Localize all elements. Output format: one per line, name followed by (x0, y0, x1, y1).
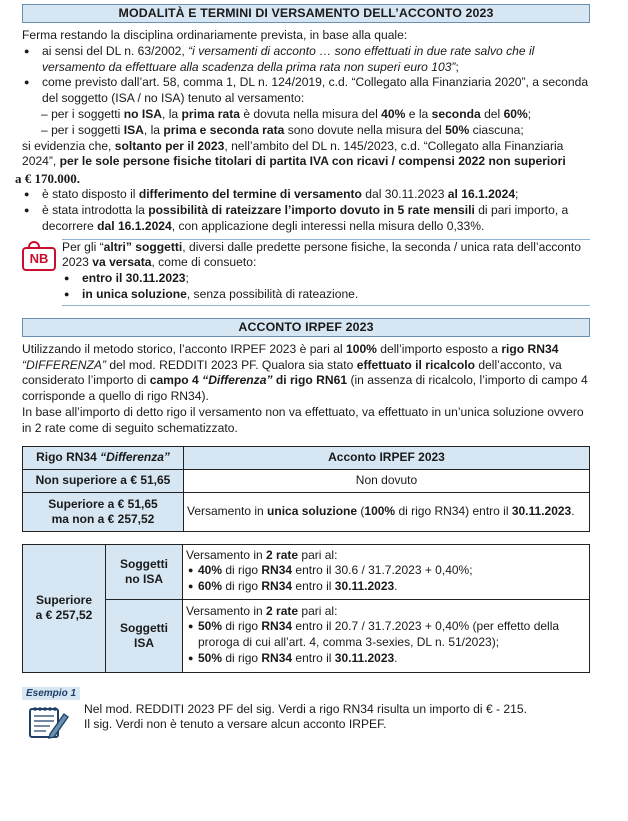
col-header-acconto: Acconto IRPEF 2023 (184, 446, 590, 469)
rate-list-no-isa (186, 563, 586, 595)
bold-fragment: 50% (198, 619, 223, 634)
bold-fragment: prima e seconda rata (163, 122, 285, 137)
nb-text (62, 239, 590, 306)
text-fragment: del mod. REDDITI 2023 PF. Qualora sia stato (105, 357, 357, 372)
section2-body (22, 342, 590, 437)
row-value-non-dovuto: Non dovuto (184, 469, 590, 492)
text-fragment: di rigo RN34) entro il (395, 504, 512, 519)
text-fragment: sono dovute nella misura del (284, 122, 446, 137)
section1-body (15, 28, 590, 235)
bold-fragment: 60% (198, 579, 223, 594)
text-fragment: Soggetti (120, 556, 168, 571)
rate-item (186, 651, 586, 667)
bold-fragment: 100% (364, 504, 396, 519)
bold-fragment: per le sole persone fisiche titolari di partita IVA con ricavi / compensi 2022 non superiori (59, 154, 566, 169)
text-fragment: ; (527, 106, 532, 121)
bold-fragment: di rigo RN61 (272, 373, 348, 388)
row-label-superiore-257 (23, 544, 106, 672)
text-fragment: e la (405, 106, 432, 121)
text-fragment: come previsto dall’art. 58, comma 1, DL n. 124/2019, c.d. “Collegato alla Finanziaria 2020”, a seconda del soggetto (ISA / no ISA) tenuto al versamento: (42, 75, 589, 106)
text-fragment: . (394, 579, 398, 594)
bold-fragment: in unica soluzione (82, 286, 187, 301)
bold-fragment: 50% (445, 122, 470, 137)
text-fragment: Soggetti (120, 620, 168, 635)
text-fragment: Utilizzando il metodo storico, l’acconto IRPEF 2023 è pari al (22, 341, 346, 356)
text-fragment: di rigo (222, 579, 262, 594)
row-label-superiore-51 (23, 492, 184, 531)
bold-fragment: dal 16.1.2024 (97, 218, 172, 233)
bold-fragment: 50% (198, 650, 223, 665)
text-fragment: – per i soggetti (41, 106, 124, 121)
text-fragment: . (571, 504, 575, 519)
nb-icon: NB (22, 247, 56, 271)
text-fragment: Versamento in (186, 548, 267, 563)
text-fragment: Versamento in (186, 604, 267, 619)
bold-fragment: 100% (346, 341, 377, 356)
text-fragment: pari al: (298, 604, 338, 619)
text-fragment: di rigo (222, 619, 262, 634)
table-row (23, 599, 590, 672)
text-fragment: a € 257,52 (35, 608, 93, 623)
bold-fragment: entro il 30.11.2023 (82, 271, 186, 286)
text-fragment: – per i soggetti (41, 122, 124, 137)
nb-paragraph (62, 240, 590, 272)
text-fragment: Versamento in (187, 504, 268, 519)
bullet-list-2 (22, 187, 590, 234)
table-thresholds (22, 446, 590, 532)
example-box (22, 687, 590, 734)
rate-no-isa (183, 544, 590, 599)
text-fragment: Superiore a € 51,65 (48, 496, 158, 511)
text-fragment: dell’acconto, va considerato l’importo di (22, 357, 562, 388)
bold-fragment: possibilità di rateizzare l’importo dovuto in 5 rate mensili (148, 202, 475, 217)
bold-fragment: RN34 (261, 563, 293, 578)
text-fragment: si evidenzia che, (22, 138, 115, 153)
bold-fragment: 30.11.2023 (334, 579, 395, 594)
text-line (186, 548, 586, 563)
notepad-pencil-icon (28, 704, 70, 740)
nb-bullets (62, 271, 590, 303)
text-fragment: entro il 30.6 / 31.7.2023 + 0,40%; (292, 563, 473, 578)
text-fragment: entro il 20.7 / 31.7.2023 + 0,40% (per effetto della proroga di cui all’art. 4, comma 3-sexies, DL n. 51/2023); (198, 619, 560, 650)
nb-note (22, 239, 590, 306)
rate-item (186, 579, 586, 595)
bold-fragment (202, 373, 272, 387)
bold-fragment: 40% (198, 563, 223, 578)
rate-item (186, 619, 586, 651)
nb-bullet-unica (62, 287, 590, 303)
example-line-2: Il sig. Verdi non è tenuto a versare alcun acconto IRPEF. (84, 717, 387, 732)
bold-fragment: al 16.1.2024 (447, 187, 516, 202)
text-fragment: , la (162, 106, 182, 121)
dash-no-isa (22, 107, 590, 123)
dash-isa (22, 123, 590, 139)
text-fragment: , senza possibilità di rateazione. (186, 286, 359, 301)
bold-fragment: effettuato il ricalcolo (356, 357, 475, 372)
text-fragment: , nell’ambito del DL n. 145/2023, c.d. “Collegato alla Finanziaria 2024”, (22, 138, 564, 169)
text-fragment: del (480, 106, 504, 121)
text-fragment: . (394, 650, 398, 665)
text-fragment: ; (455, 59, 459, 74)
text-fragment: di rigo (222, 563, 262, 578)
section-title-modalita: MODALITÀ E TERMINI DI VERSAMENTO DELL’ACCONTO 2023 (22, 4, 590, 23)
table-row (23, 469, 590, 492)
rate-isa (183, 599, 590, 672)
metodo-storico-text (22, 342, 590, 405)
text-fragment: ai sensi del DL n. 63/2002, (42, 43, 189, 58)
bold-fragment: 60% (503, 106, 528, 121)
row-label-non-superiore: Non superiore a € 51,65 (23, 469, 184, 492)
text-fragment: dal 30.11.2023 (361, 187, 448, 202)
text-fragment: , la (143, 122, 164, 137)
intro-text: Ferma restando la disciplina ordinariamente prevista, in base alla quale: (22, 28, 408, 42)
bullet-differimento (22, 187, 590, 203)
quote-text: “i versamenti di acconto … sono effettuati in due rate salvo che il versamento da effettuare alla scadenza della prima rata non superi euro 103” (42, 43, 535, 74)
text-fragment: Superiore (35, 593, 92, 608)
bold-fragment: altri (103, 239, 126, 254)
bold-fragment: RN34 (261, 579, 293, 594)
threshold-serif-text: a € 170.000. (15, 171, 80, 187)
text-fragment: ; (515, 187, 519, 202)
text-fragment: dell’importo esposto a (376, 341, 502, 356)
text-fragment: di rigo (222, 650, 262, 665)
bold-fragment: no ISA (123, 106, 162, 121)
example-line-1: Nel mod. REDDITI 2023 PF del sig. Verdi a rigo RN34 risulta un importo di € - 215. (84, 701, 527, 716)
bold-fragment: 30.11.2023 (511, 504, 572, 519)
text-fragment: ma non a € 257,52 (51, 511, 155, 526)
bullet-dl-63-2002 (22, 44, 590, 76)
schema-text: In base all’importo di detto rigo il versamento non va effettuato, va effettuato in un’unica soluzione ovvero in 2 rate come di seguito schematizzato. (22, 404, 584, 435)
text-fragment: entro il (292, 650, 335, 665)
text-fragment: Rigo RN34 (36, 450, 101, 465)
table-row (23, 492, 590, 531)
text-fragment: è stata introdotta la (42, 202, 149, 217)
text-fragment: (in assenza di ricalcolo, l’importo di campo 4 corrisponde a quello di rigo RN34). (22, 373, 588, 404)
row-value-unica-soluzione (184, 492, 590, 531)
nb-bullet-entro (62, 271, 590, 287)
text-fragment: no ISA (125, 571, 163, 586)
text-fragment: , diversi dalle predette persone fisiche, la seconda / unica rata dell’acconto 2023 (62, 239, 581, 270)
rate-item (186, 563, 586, 579)
italic-fragment: “DIFFERENZA” (22, 357, 106, 372)
evidenzia-text (22, 139, 590, 171)
bold-fragment: differimento del termine di versamento (138, 187, 362, 202)
text-fragment: ; (185, 271, 189, 286)
bold-fragment: soltanto per il 2023 (114, 138, 225, 153)
page (15, 4, 590, 733)
bold-fragment: seconda (431, 106, 481, 121)
text-fragment: ISA (133, 635, 154, 650)
col-header-rigo (23, 446, 184, 469)
bold-fragment: unica soluzione (267, 504, 358, 519)
bold-fragment: 40% (381, 106, 406, 121)
bold-fragment: RN34 (261, 650, 293, 665)
text-line (186, 604, 586, 619)
italic-fragment: “Differenza” (202, 373, 273, 388)
text-fragment: è dovuta nella misura del (239, 106, 382, 121)
bold-fragment: ISA (123, 122, 144, 137)
text-fragment: entro il (292, 579, 335, 594)
text-fragment: , come di consueto: (151, 255, 257, 270)
bold-fragment: prima rata (181, 106, 240, 121)
bold-fragment: RN34 (261, 619, 293, 634)
text-fragment: Per gli “ (62, 239, 104, 254)
subject-isa (106, 599, 183, 672)
bold-fragment: 30.11.2023 (334, 650, 395, 665)
bold-fragment: 2 rate (266, 604, 299, 619)
rate-list-isa (186, 619, 586, 666)
bold-fragment: campo 4 (149, 373, 203, 388)
bullet-rateizzare (22, 203, 590, 235)
table-row (23, 544, 590, 599)
example-label: Esempio 1 (22, 687, 80, 700)
bold-fragment: 2 rate (266, 548, 299, 563)
bullet-list-1 (22, 44, 590, 107)
table-header-row (23, 446, 590, 469)
text-fragment: ciascuna; (469, 122, 524, 137)
text-fragment: è stato disposto il (42, 187, 139, 202)
bullet-art-58 (22, 75, 590, 107)
text-fragment: di pari importo, a decorrere (42, 202, 569, 233)
table-rate (22, 544, 590, 673)
section-title-acconto: ACCONTO IRPEF 2023 (22, 318, 590, 337)
text-fragment: pari al: (298, 548, 338, 563)
bold-fragment: va versata (92, 255, 152, 270)
bold-fragment: rigo RN34 (501, 341, 559, 356)
text-fragment: , con applicazione degli interessi nella misura dello 0,33%. (171, 218, 485, 233)
text-fragment: ( (357, 504, 365, 519)
subject-no-isa (106, 544, 183, 599)
italic-fragment: “Differenza” (100, 450, 170, 465)
bold-fragment: ” soggetti (125, 239, 183, 254)
